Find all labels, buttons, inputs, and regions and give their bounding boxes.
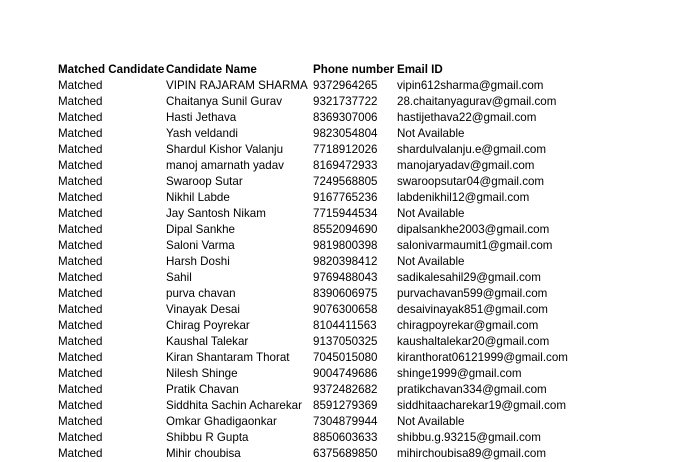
table-row: [58, 350, 658, 366]
email-cell: manojaryadav@gmail.com: [397, 159, 535, 172]
email-cell: 28.chaitanyagurav@gmail.com: [397, 95, 557, 108]
candidate-name-cell: Shibbu R Gupta: [166, 431, 249, 444]
phone-number-cell: 8169472933: [313, 159, 378, 172]
table-row: [58, 414, 658, 430]
match-status-cell: Matched: [58, 255, 103, 268]
candidate-name-cell: Shardul Kishor Valanju: [166, 143, 284, 156]
table-row: [58, 174, 658, 190]
phone-number-cell: 9769488043: [313, 271, 378, 284]
email-cell: hastijethava22@gmail.com: [397, 111, 537, 124]
document-page: [58, 61, 668, 462]
header-phone-number: Phone number: [313, 63, 395, 76]
phone-number-cell: 6375689850: [313, 447, 378, 460]
candidate-name-cell: Vinayak Desai: [166, 303, 240, 316]
phone-number-cell: 8104411563: [313, 319, 377, 332]
candidate-name-cell: Swaroop Sutar: [166, 175, 243, 188]
email-cell: Not Available: [397, 415, 465, 428]
phone-number-cell: 9820398412: [313, 255, 378, 268]
phone-number-cell: 7249568805: [313, 175, 378, 188]
candidate-name-cell: Harsh Doshi: [166, 255, 230, 268]
table-header: [58, 61, 658, 78]
email-cell: swaroopsutar04@gmail.com: [397, 175, 545, 188]
email-cell: chiragpoyrekar@gmail.com: [397, 319, 539, 332]
candidate-name-cell: Kiran Shantaram Thorat: [166, 351, 290, 364]
match-status-cell: Matched: [58, 95, 103, 108]
table-row: [58, 142, 658, 158]
candidate-name-cell: Omkar Ghadigaonkar: [166, 415, 277, 428]
email-cell: Not Available: [397, 207, 465, 220]
email-cell: vipin612sharma@gmail.com: [397, 79, 544, 92]
candidate-name-cell: Chirag Poyrekar: [166, 319, 250, 332]
candidate-name-cell: Yash veldandi: [166, 127, 238, 140]
match-status-cell: Matched: [58, 319, 103, 332]
match-status-cell: Matched: [58, 111, 103, 124]
candidates-table: [58, 61, 658, 462]
email-cell: mihirchoubisa89@gmail.com: [397, 447, 547, 460]
email-cell: shardulvalanju.e@gmail.com: [397, 143, 547, 156]
candidate-name-cell: Dipal Sankhe: [166, 223, 235, 236]
header-email-id: Email ID: [397, 63, 443, 76]
header-matched-candidate: Matched Candidate: [58, 63, 165, 76]
email-cell: shinge1999@gmail.com: [397, 367, 522, 380]
table-row: [58, 126, 658, 142]
table-row: [58, 222, 658, 238]
match-status-cell: Matched: [58, 271, 103, 284]
email-cell: desaivinayak851@gmail.com: [397, 303, 548, 316]
table-row: [58, 382, 658, 398]
email-cell: labdenikhil12@gmail.com: [397, 191, 530, 204]
table-row: [58, 334, 658, 350]
candidate-name-cell: Hasti Jethava: [166, 111, 237, 124]
match-status-cell: Matched: [58, 239, 103, 252]
match-status-cell: Matched: [58, 367, 103, 380]
phone-number-cell: 8591279369: [313, 399, 378, 412]
match-status-cell: Matched: [58, 207, 103, 220]
match-status-cell: Matched: [58, 191, 103, 204]
candidate-name-cell: Jay Santosh Nikam: [166, 207, 266, 220]
phone-number-cell: 8390606975: [313, 287, 378, 300]
table-row: [58, 302, 658, 318]
phone-number-cell: 7304879944: [313, 415, 378, 428]
phone-number-cell: 9004749686: [313, 367, 378, 380]
match-status-cell: Matched: [58, 447, 103, 460]
candidate-name-cell: manoj amarnath yadav: [166, 159, 284, 172]
header-candidate-name: Candidate Name: [166, 63, 257, 76]
candidate-name-cell: Saloni Varma: [166, 239, 235, 252]
table-row: [58, 206, 658, 222]
table-body: [58, 78, 658, 462]
email-cell: Not Available: [397, 255, 465, 268]
table-row: [58, 270, 658, 286]
phone-number-cell: 9819800398: [313, 239, 378, 252]
match-status-cell: Matched: [58, 431, 103, 444]
email-cell: dipalsankhe2003@gmail.com: [397, 223, 550, 236]
candidate-name-cell: Chaitanya Sunil Gurav: [166, 95, 282, 108]
table-row: [58, 366, 658, 382]
phone-number-cell: 7715944534: [313, 207, 378, 220]
header-row: [58, 61, 658, 78]
table-row: [58, 158, 658, 174]
table-row: [58, 398, 658, 414]
candidate-name-cell: Sahil: [166, 271, 192, 284]
candidate-name-cell: VIPIN RAJARAM SHARMA: [166, 79, 308, 92]
table-row: [58, 318, 658, 334]
phone-number-cell: 8369307006: [313, 111, 378, 124]
candidate-name-cell: purva chavan: [166, 287, 236, 300]
match-status-cell: Matched: [58, 127, 103, 140]
email-cell: Not Available: [397, 127, 465, 140]
match-status-cell: Matched: [58, 335, 103, 348]
phone-number-cell: 7718912026: [313, 143, 378, 156]
email-cell: pratikchavan334@gmail.com: [397, 383, 547, 396]
email-cell: sadikalesahil29@gmail.com: [397, 271, 541, 284]
table-row: [58, 110, 658, 126]
email-cell: kiranthorat06121999@gmail.com: [397, 351, 568, 364]
match-status-cell: Matched: [58, 351, 103, 364]
table-row: [58, 446, 658, 462]
candidate-name-cell: Pratik Chavan: [166, 383, 239, 396]
match-status-cell: Matched: [58, 223, 103, 236]
table-row: [58, 254, 658, 270]
phone-number-cell: 9372482682: [313, 383, 378, 396]
candidate-name-cell: Nilesh Shinge: [166, 367, 238, 380]
email-cell: shibbu.g.93215@gmail.com: [397, 431, 541, 444]
phone-number-cell: 9372964265: [313, 79, 378, 92]
table-row: [58, 430, 658, 446]
match-status-cell: Matched: [58, 159, 103, 172]
candidate-name-cell: Mihir choubisa: [166, 447, 241, 460]
match-status-cell: Matched: [58, 415, 103, 428]
match-status-cell: Matched: [58, 143, 103, 156]
match-status-cell: Matched: [58, 383, 103, 396]
phone-number-cell: 9076300658: [313, 303, 378, 316]
table-row: [58, 190, 658, 206]
match-status-cell: Matched: [58, 175, 103, 188]
phone-number-cell: 8850603633: [313, 431, 378, 444]
table-row: [58, 238, 658, 254]
match-status-cell: Matched: [58, 303, 103, 316]
table-row: [58, 286, 658, 302]
candidate-name-cell: Siddhita Sachin Acharekar: [166, 399, 302, 412]
phone-number-cell: 7045015080: [313, 351, 378, 364]
phone-number-cell: 9321737722: [313, 95, 378, 108]
candidate-name-cell: Nikhil Labde: [166, 191, 230, 204]
table-row: [58, 78, 658, 94]
table-row: [58, 94, 658, 110]
phone-number-cell: 9823054804: [313, 127, 378, 140]
phone-number-cell: 9167765236: [313, 191, 378, 204]
email-cell: purvachavan599@gmail.com: [397, 287, 548, 300]
candidate-name-cell: Kaushal Talekar: [166, 335, 249, 348]
email-cell: siddhitaacharekar19@gmail.com: [397, 399, 567, 412]
match-status-cell: Matched: [58, 287, 103, 300]
phone-number-cell: 8552094690: [313, 223, 378, 236]
match-status-cell: Matched: [58, 79, 103, 92]
phone-number-cell: 9137050325: [313, 335, 378, 348]
email-cell: kaushaltalekar20@gmail.com: [397, 335, 550, 348]
email-cell: salonivarmaumit1@gmail.com: [397, 239, 553, 252]
match-status-cell: Matched: [58, 399, 103, 412]
